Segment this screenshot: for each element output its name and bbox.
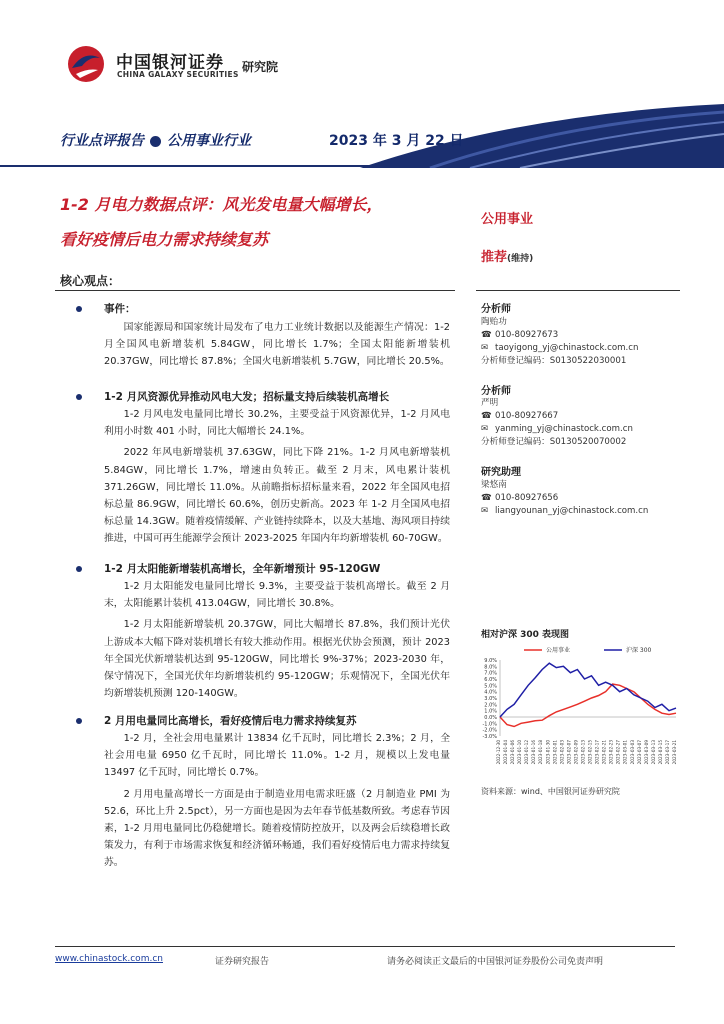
divider-left <box>55 290 455 291</box>
footer-divider <box>55 946 675 947</box>
y-tick-label: 2.0% <box>484 702 497 709</box>
institute-label: 研究院 <box>242 60 279 74</box>
legend-label: 公用事业 <box>546 647 571 654</box>
paragraph: 1-2 月太阳能发电量同比增长 9.3%，主要受益于装机高增长。截至 2 月末，太阳能累计装机 413.04GW，同比增长 30.8%。 <box>104 581 450 610</box>
x-tick-label: 2023-02-09 <box>573 740 579 765</box>
chart-title: 相对沪深 300 表现图 <box>481 630 570 640</box>
x-tick-label: 2023-01-12 <box>524 740 530 765</box>
report-date: 2023 年 3 月 22 日 <box>329 133 464 149</box>
paragraph: 1-2 月，全社会用电量累计 13834 亿千瓦时，同比增长 2.3%；2 月，全社会用电量 6950 亿千瓦时，同比增长 11.0%。1-2 月，规模以上发电量 13497 亿千瓦时，同比增长 0.7%。 <box>104 733 450 779</box>
y-tick-label: 4.0% <box>484 689 497 696</box>
section-bullet <box>76 566 82 572</box>
section-title-solar: 1-2 月太阳能新增装机高增长，全年新增预计 95-120GW <box>104 563 381 575</box>
x-tick-label: 2023-01-18 <box>538 740 544 765</box>
x-tick-label: 2023-03-07 <box>636 740 642 765</box>
y-tick-label: 5.0% <box>484 683 497 690</box>
relative-performance-chart <box>476 640 686 778</box>
x-tick-label: 2023-02-01 <box>552 740 558 765</box>
y-tick-label: -1.0% <box>482 721 497 728</box>
email-icon: ✉ <box>481 506 489 516</box>
rating-label <box>481 246 533 265</box>
x-tick-label: 2023-01-06 <box>510 740 516 765</box>
paragraph: 2 月用电量高增长一方面是由于制造业用电需求旺盛（2 月制造业 PMI 为 52.6，环比上升 2.5pct），另一方面也是因为去年春节低基数所致。考虑春节因素，1-2 月用电量同比仍稳健增长。随着疫情防控放开，以及两会后续稳增长政策发力，有利于市场需求恢复和经济循环畅通，我们看好疫情后电力需求持续复苏。 <box>104 788 450 869</box>
analyst-email[interactable]: yanming_yj@chinastock.com.cn <box>495 424 633 434</box>
chart-source: 资料来源：wind、中国银河证券研究院 <box>481 787 620 796</box>
y-tick-label: 9.0% <box>484 658 497 664</box>
x-tick-label: 2023-01-30 <box>545 740 551 765</box>
x-tick-label: 2023-03-21 <box>672 740 677 765</box>
y-tick-label: -2.0% <box>482 727 497 734</box>
analyst-role: 研究助理 <box>481 467 521 478</box>
x-tick-label: 2023-03-03 <box>629 740 635 765</box>
x-tick-label: 2023-02-17 <box>594 740 600 765</box>
x-tick-label: 2022-12-30 <box>496 740 501 765</box>
x-tick-label: 2023-02-27 <box>615 740 621 765</box>
x-tick-label: 2023-01-10 <box>517 740 523 765</box>
rating-value: 推荐 <box>481 250 508 265</box>
analyst-card <box>481 316 638 368</box>
analyst-phone: 010-80927667 <box>495 411 559 421</box>
report-category <box>60 130 251 150</box>
analyst-name: 严明 <box>481 398 499 408</box>
analyst-reg: 分析师登记编码：S0130520070002 <box>481 437 627 447</box>
report-title-line2: 看好疫情后电力需求持续复苏 <box>60 230 269 249</box>
paragraph: 1-2 月太阳能新增装机 20.37GW，同比大幅增长 87.8%，我们预计光伏上游成本大幅下降对装机增长有较大推动作用。根据光伏协会预测，预计 2023 年全国光伏新增装机达到 95-120GW，同比增长 9%-37%；2023-2030 年，保守情况下，全国光伏年均新增装机约 95-120GW；乐观情况下，全国光伏年均新增装机预测 120-140GW。 <box>104 619 450 700</box>
bullet-icon <box>150 136 161 147</box>
section-title-wind: 1-2 月风资源优异推动风电大发；招标量支持后续装机高增长 <box>104 391 390 403</box>
section-bullet <box>76 718 82 724</box>
analyst-role: 分析师 <box>481 304 511 315</box>
analyst-name: 梁悠南 <box>481 480 507 490</box>
phone-icon: ☎ <box>481 411 492 421</box>
x-tick-label: 2023-02-23 <box>608 740 614 765</box>
core-view-heading: 核心观点： <box>60 274 121 288</box>
phone-icon: ☎ <box>481 330 492 340</box>
x-tick-label: 2023-02-07 <box>566 740 572 765</box>
paragraph: 国家能源局和国家统计局发布了电力工业统计数据以及能源生产情况：1-2 月全国风电新增装机 5.84GW，同比增长 1.7%；全国太阳能新增装机 20.37GW，同比增长 87.8%；全国火电新增装机 5.7GW，同比增长 20.5%。 <box>104 322 450 368</box>
footer-disclaimer: 请务必阅读正文最后的中国银河证券股份公司免责声明 <box>387 957 604 967</box>
section-power-body <box>104 730 450 872</box>
analyst-name: 陶贻功 <box>481 317 507 327</box>
analyst-email[interactable]: liangyounan_yj@chinastock.com.cn <box>495 506 649 516</box>
section-wind-body <box>104 406 450 548</box>
divider-right <box>476 290 680 291</box>
y-tick-label: 8.0% <box>484 664 497 671</box>
y-tick-label: 3.0% <box>484 696 497 702</box>
phone-icon: ☎ <box>481 493 492 503</box>
galaxy-logo-icon <box>66 44 106 84</box>
email-icon: ✉ <box>481 343 489 353</box>
y-tick-label: 7.0% <box>484 670 497 677</box>
x-tick-label: 2023-03-13 <box>650 740 656 765</box>
y-tick-label: 0.0% <box>484 715 497 721</box>
x-tick-label: 2023-02-15 <box>587 740 593 765</box>
x-tick-label: 2023-01-16 <box>531 740 537 765</box>
analyst-card <box>481 397 633 449</box>
y-tick-label: 6.0% <box>484 677 497 683</box>
series-line <box>500 684 676 726</box>
legend-label: 沪深 300 <box>626 647 652 654</box>
section-bullet <box>76 394 82 400</box>
paragraph: 2022 年风电新增装机 37.63GW，同比下降 21%。1-2 月风电新增装机 5.84GW，同比增长 1.7%，增速由负转正。截至 2 月末，风电累计装机 371.26GW，同比增长 11.0%。从前瞻指标招标量来看，2022 年全国风电招标总量 86.9GW，同比增长 60.6%，创历史新高。2023 年 1-2 月全国风电招标总量 14.3GW。随着疫情缓解、产业链持续降本，以及大基地、海风项目持续推进，中国可再生能源学会预计 2023-2025 年国内年均新增装机 60-70GW。 <box>104 447 450 545</box>
footer-report-type: 证券研究报告 <box>215 957 270 967</box>
analyst-phone: 010-80927673 <box>495 330 559 340</box>
section-bullet <box>76 306 82 312</box>
x-tick-label: 2023-03-15 <box>657 740 663 765</box>
report-title-line1: 1-2 月电力数据点评：风光发电量大幅增长， <box>60 195 383 214</box>
analyst-card <box>481 479 648 518</box>
section-title-power: 2 月用电量同比高增长，看好疫情后电力需求持续复苏 <box>104 715 357 727</box>
x-tick-label: 2023-02-13 <box>580 740 586 765</box>
y-tick-label: 1.0% <box>484 708 497 715</box>
report-type: 行业点评报告 <box>60 133 144 149</box>
section-event-body <box>104 319 450 371</box>
analyst-reg: 分析师登记编码：S0130522030001 <box>481 356 627 366</box>
footer-website-link[interactable]: www.chinastock.com.cn <box>55 954 163 964</box>
email-icon: ✉ <box>481 424 489 434</box>
y-tick-label: -3.0% <box>482 734 497 740</box>
company-name-en: CHINA GALAXY SECURITIES <box>117 70 239 79</box>
industry-label: 公用事业行业 <box>167 133 251 149</box>
rating-note: (维持) <box>507 254 534 264</box>
section-solar-body <box>104 578 450 702</box>
series-line <box>500 663 676 717</box>
x-tick-label: 2023-02-03 <box>559 740 565 765</box>
x-tick-label: 2023-03-01 <box>622 740 628 765</box>
analyst-phone: 010-80927656 <box>495 493 559 503</box>
company-name-cn: 中国银河证券 <box>116 53 224 73</box>
analyst-email[interactable]: taoyigong_yj@chinastock.com.cn <box>495 343 639 353</box>
analyst-role: 分析师 <box>481 386 511 397</box>
x-tick-label: 2023-01-04 <box>503 740 509 765</box>
x-tick-label: 2023-03-17 <box>664 740 670 765</box>
section-title-event: 事件： <box>104 303 136 315</box>
sector-label: 公用事业 <box>481 212 534 227</box>
x-tick-label: 2023-02-21 <box>601 740 607 765</box>
paragraph: 1-2 月风电发电量同比增长 30.2%，主要受益于风资源优异，1-2 月风电利用小时数 401 小时，同比大幅增长 24.1%。 <box>104 409 450 438</box>
x-tick-label: 2023-03-09 <box>643 740 649 765</box>
